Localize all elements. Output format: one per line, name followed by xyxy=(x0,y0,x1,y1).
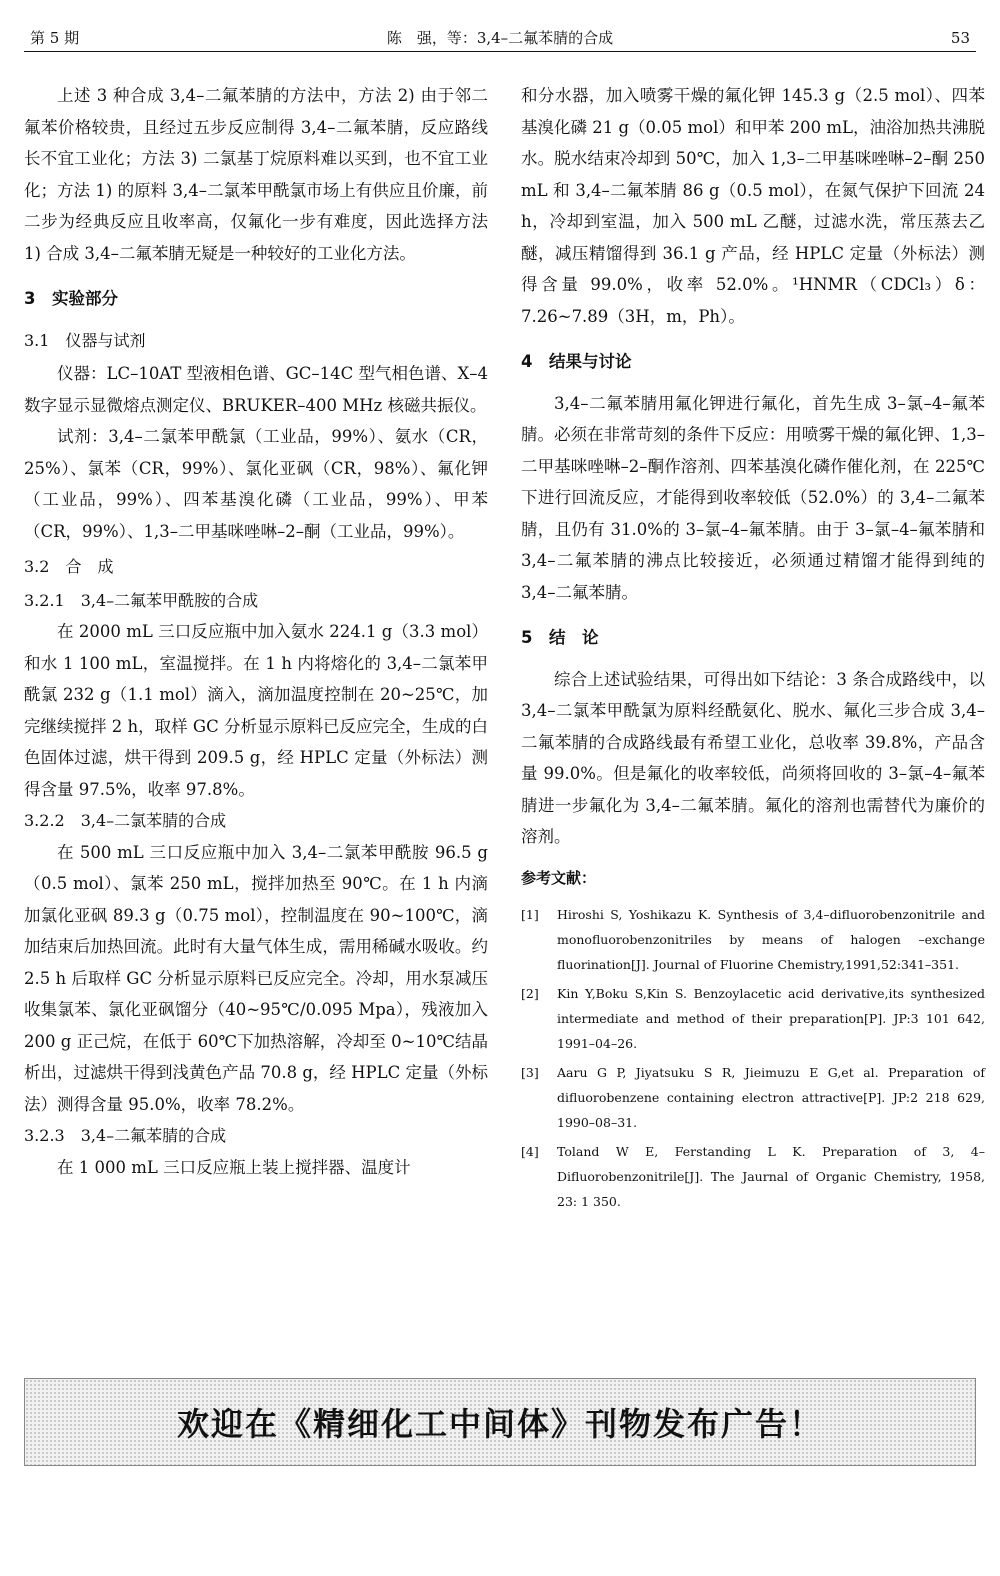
reference-text: Hiroshi S, Yoshikazu K. Synthesis of 3,4–difluorobenzonitrile and monofluorobenzonitriles by means of halogen –exchange fluorination[J]. Journal of Fluorine Chemistry,1991,52:341–351. xyxy=(557,907,985,972)
references-heading: 参考文献： xyxy=(521,868,597,887)
reagents-paragraph: 试剂：3,4–二氯苯甲酰氯（工业品，99%）、氨水（CR，25%）、氯苯（CR，99%）、氯化亚砜（CR，98%）、氟化钾（工业品，99%）、四苯基溴化磷（工业品，99%）、甲苯（CR，99%）、1,3–二甲基咪唑啉–2–酮（工业品，99%）。 xyxy=(24,427,488,541)
reference-number: [1] xyxy=(521,907,539,922)
reference-item xyxy=(521,902,985,977)
section-3-2-heading: 3.2 合 成 xyxy=(24,557,114,576)
section-3-2-3-heading: 3.2.3 3,4–二氟苯腈的合成 xyxy=(24,1126,227,1145)
section-3-2-2-heading: 3.2.2 3,4–二氯苯腈的合成 xyxy=(24,811,227,830)
right-column xyxy=(521,80,985,1218)
reference-number: [2] xyxy=(521,986,539,1001)
reference-item xyxy=(521,1060,985,1135)
section-3-2-1-paragraph: 在 2000 mL 三口反应瓶中加入氨水 224.1 g（3.3 mol）和水 1 100 mL，室温搅拌。在 1 h 内将熔化的 3,4–二氯苯甲酰氯 232 g（1.1 mol）滴入，滴加温度控制在 20~25℃，加完继续搅拌 2 h，取样 GC 分析显示原料已反应完全，生成的白色固体过滤，烘干得到 209.5 g，经 HPLC 定量（外标法）测得含量 97.5%，收率 97.8%。 xyxy=(24,622,488,799)
running-title: 陈 强，等：3,4–二氟苯腈的合成 xyxy=(386,29,614,47)
reference-item xyxy=(521,981,985,1056)
intro-paragraph: 上述 3 种合成 3,4–二氟苯腈的方法中，方法 2) 由于邻二氟苯价格较贵，且经过五步反应制得 3,4–二氟苯腈，反应路线长不宜工业化；方法 3) 二氯基丁烷原料难以买到，也不宜工业化；方法 1) 的原料 3,4–二氯苯甲酰氯市场上有供应且价廉，前二步为经典反应且收率高，仅氟化一步有难度，因此选择方法 1) 合成 3,4–二氟苯腈无疑是一种较好的工业化方法。 xyxy=(24,86,488,263)
section-5-heading: 5 结 论 xyxy=(521,628,599,647)
reference-number: [3] xyxy=(521,1065,539,1080)
page-number: 53 xyxy=(950,29,970,47)
instruments-paragraph: 仪器：LC–10AT 型液相色谱、GC–14C 型气相色谱、X–4 数字显示显微熔点测定仪、BRUKER–400 MHz 核磁共振仪。 xyxy=(24,364,489,415)
section-5-paragraph: 综合上述试验结果，可得出如下结论：3 条合成路线中，以 3,4–二氯苯甲酰氯为原料经酰氨化、脱水、氟化三步合成 3,4–二氟苯腈的合成路线最有希望工业化，总收率 39.8%，产品含量 99.0%。但是氟化的收率较低，尚须将回收的 3–氯–4–氟苯腈进一步氟化为 3,4–二氟苯腈。氟化的溶剂也需替代为廉价的溶剂。 xyxy=(521,669,985,846)
left-column xyxy=(24,80,488,1183)
section-4-heading: 4 结果与讨论 xyxy=(521,352,632,371)
section-4-paragraph: 3,4–二氟苯腈用氟化钾进行氟化，首先生成 3–氯–4–氟苯腈。必须在非常苛刻的条件下反应：用喷雾干燥的氟化钾、1,3–二甲基咪唑啉–2–酮作溶剂、四苯基溴化磷作催化剂，在 225℃下进行回流反应，才能得到收率较低（52.0%）的 3,4–二氟苯腈，且仍有 31.0%的 3–氯–4–氟苯腈。由于 3–氯–4–氟苯腈和 3,4–二氟苯腈的沸点比较接近，必须通过精馏才能得到纯的 3,4–二氟苯腈。 xyxy=(521,393,985,602)
section-3-heading: 3 实验部分 xyxy=(24,289,118,308)
section-3-1-heading: 3.1 仪器与试剂 xyxy=(24,330,146,350)
reference-number: [4] xyxy=(521,1144,539,1159)
running-header xyxy=(24,27,976,52)
reference-text: Kin Y,Boku S,Kin S. Benzoylacetic acid derivative,its synthesized intermediate and method of their preparation[P]. JP:3 101 642, 1991–04–26. xyxy=(557,986,985,1051)
section-3-2-1-heading: 3.2.1 3,4–二氟苯甲酰胺的合成 xyxy=(24,590,259,610)
references-list xyxy=(521,902,985,1214)
advertisement-banner xyxy=(24,1378,976,1466)
section-3-2-3-paragraph-continued: 和分水器，加入喷雾干燥的氟化钾 145.3 g（2.5 mol）、四苯基溴化磷 21 g（0.05 mol）和甲苯 200 mL，油浴加热共沸脱水。脱水结束冷却到 50℃，加入 1,3–二甲基咪唑啉–2–酮 250 mL 和 3,4–二氟苯腈 86 g（0.5 mol），在氮气保护下回流 24 h，冷却到室温，加入 500 mL 乙醚，过滤水洗，常压蒸去乙醚，减压精馏得到 36.1 g 产品，经 HPLC 定量（外标法）测得含量 99.0%，收率 52.0%。¹HNMR（CDCl₃）δ：7.26~7.89（3H，m，Ph）。 xyxy=(521,86,985,326)
section-3-2-3-paragraph-start: 在 1 000 mL 三口反应瓶上装上搅拌器、温度计 xyxy=(57,1157,411,1177)
reference-item xyxy=(521,1139,985,1214)
reference-text: Aaru G P, Jiyatsuku S R, Jieimuzu E G,et al. Preparation of difluorobenzene containing electron attractive[P]. JP:2 218 629, 1990–08–31. xyxy=(557,1065,985,1130)
advertisement-text: 欢迎在《精细化工中间体》刊物发布广告！ xyxy=(176,1405,823,1443)
issue-label: 第 5 期 xyxy=(30,29,80,47)
section-3-2-2-paragraph: 在 500 mL 三口反应瓶中加入 3,4–二氯苯甲酰胺 96.5 g（0.5 mol）、氯苯 250 mL，搅拌加热至 90℃。在 1 h 内滴加氯化亚砜 89.3 g（0.75 mol），控制温度在 90~100℃，滴加结束后加热回流。此时有大量气体生成，需用稀碱水吸收。约 2.5 h 后取样 GC 分析显示原料已反应完全。冷却，用水泵减压收集氯苯、氯化亚砜馏分（40~95℃/0.095 Mpa），残液加入 200 g 正己烷，在低于 60℃下加热溶解，冷却至 0~10℃结晶析出，过滤烘干得到浅黄色产品 70.8 g，经 HPLC 定量（外标法）测得含量 95.0%，收率 78.2%。 xyxy=(24,842,488,1114)
reference-text: Toland W E, Ferstanding L K. Preparation of 3, 4–Difluorobenzonitrile[J]. The Jaurnal of Organic Chemistry, 1958, 23: 1 350. xyxy=(557,1144,985,1209)
